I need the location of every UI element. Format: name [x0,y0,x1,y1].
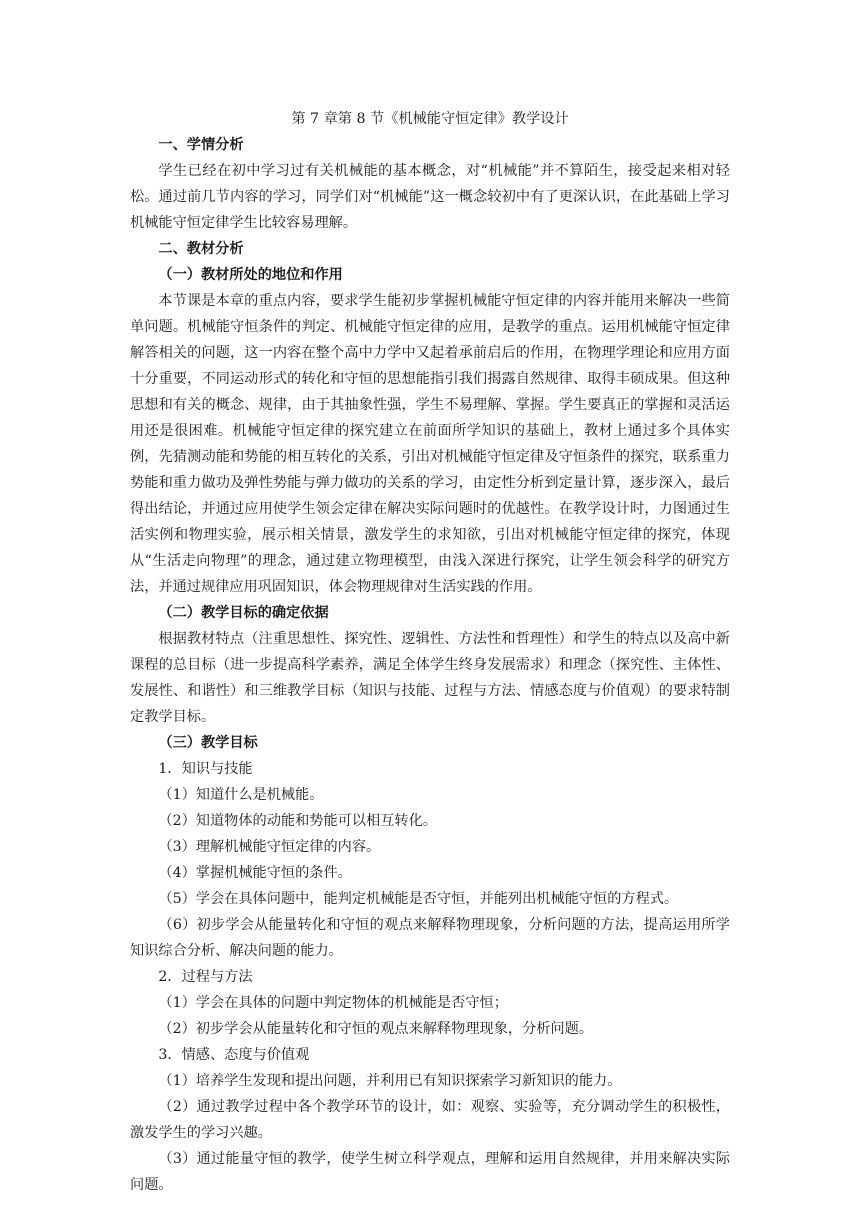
goal-attitude-values-label: 3．情感、态度与价值观 [158,1047,310,1063]
list-item: （2）初步学会从能量转化和守恒的观点来解释物理现象，分析问题。 [158,1021,594,1037]
list-item: （3）理解机械能守恒定律的内容。 [158,839,381,855]
goal-process-method-label: 2．过程与方法 [158,969,253,985]
list-item: （2）知道物体的动能和势能可以相互转化。 [158,813,437,829]
textbook-role-paragraph: 本节课是本章的重点内容，要求学生能初步掌握机械能守恒定律的内容并能用来解决一些简单问题。机械能守恒条件的判定、机械能守恒定律的应用，是教学的重点。运用机械能守恒定律解答相关的问题，这一内容在整个高中力学中又起着承前启后的作用，在物理学理论和应用方面十分重要，不同运动形式的转化和守恒的思想能指引我们揭露自然规律、取得丰硕成果。但这种思想和有关的概念、规律，由于其抽象性强，学生不易理解、掌握。学生要真正的掌握和灵活运用还是很困难。机械能守恒定律的探究建立在前面所学知识的基础上，教材上通过多个具体实例，先猜测动能和势能的相互转化的关系，引出对机械能守恒定律及守恒条件的探究，联系重力势能和重力做功及弹性势能与弹力做功的关系的学习，由定性分析到定量计算，逐步深入，最后得出结论，并通过应用使学生领会定律在解决实际问题时的优越性。在教学设计时，力图通过生活实例和物理实验，展示相关情景，激发学生的求知欲，引出对机械能守恒定律的探究，体现从“生活走向物理”的理念，通过建立物理模型，由浅入深进行探究，让学生领会科学的研究方法，并通过规律应用巩固知识，体会物理规律对生活实践的作用。 [130,293,730,595]
list-item: （1）学会在具体的问题中判定物体的机械能是否守恒； [158,995,508,1011]
list-item: （1）培养学生发现和提出问题，并利用已有知识探索学习新知识的能力。 [158,1073,622,1089]
document-page [130,106,730,1198]
subheading-teaching-objectives: （三）教学目标 [158,735,258,751]
section-heading-textbook-analysis: 二、教材分析 [158,241,244,257]
subheading-textbook-role: （一）教材所处的地位和作用 [158,267,343,283]
objective-basis-paragraph: 根据教材特点（注重思想性、探究性、逻辑性、方法性和哲理性）和学生的特点以及高中新课程的总目标（进一步提高科学素养，满足全体学生终身发展需求）和理念（探究性、主体性、发展性、和谐性）和三维教学目标（知识与技能、过程与方法、情感态度与价值观）的要求特制定教学目标。 [130,631,730,725]
list-item: （1）知道什么是机械能。 [158,787,324,803]
learner-analysis-paragraph: 学生已经在初中学习过有关机械能的基本概念，对“机械能”并不算陌生，接受起来相对轻松。通过前几节内容的学习，同学们对“机械能”这一概念较初中有了更深认识，在此基础上学习机械能守恒定律学生比较容易理解。 [130,163,730,231]
list-item: （6）初步学会从能量转化和守恒的观点来解释物理现象，分析问题的方法，提高运用所学知识综合分析、解决问题的能力。 [130,917,730,959]
list-item: （4）掌握机械能守恒的条件。 [158,865,352,881]
list-item: （3）通过能量守恒的教学，使学生树立科学观点，理解和运用自然规律，并用来解决实际问题。 [130,1151,730,1193]
list-item: （2）通过教学过程中各个教学环节的设计，如：观察、实验等，充分调动学生的积极性，激发学生的学习兴趣。 [130,1099,730,1141]
list-item: （5）学会在具体问题中，能判定机械能是否守恒，并能列出机械能守恒的方程式。 [158,891,679,907]
document-title: 第 7 章第 8 节《机械能守恒定律》教学设计 [291,111,569,127]
section-heading-learner-analysis: 一、学情分析 [158,137,244,153]
subheading-objective-basis: （二）教学目标的确定依据 [158,605,329,621]
goal-knowledge-skills-label: 1．知识与技能 [158,761,253,777]
